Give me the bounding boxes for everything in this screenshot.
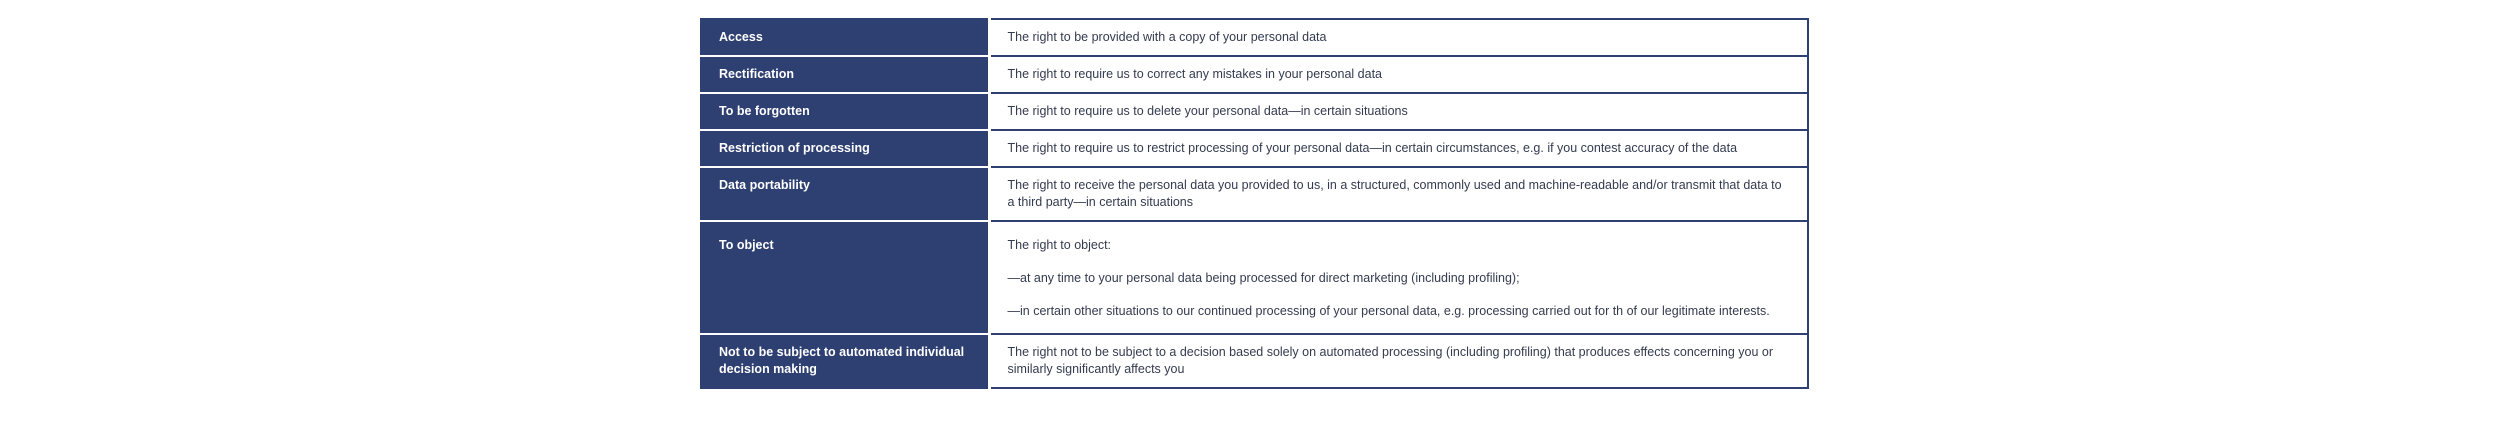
description-text: The right to require us to correct any mistakes in your personal data [1007,67,1382,81]
right-description [989,56,1808,93]
right-name: Not to be subject to automated individual decision making [701,334,989,388]
right-name: Restriction of processing [701,130,989,167]
description-text: The right to require us to restrict processing of your personal data—in certain circumstances, e.g. if you contest accuracy of the data [1007,141,1738,155]
table-row [701,93,1808,130]
right-description [989,167,1808,221]
right-description [989,221,1808,334]
right-description [989,334,1808,388]
right-description [989,93,1808,130]
description-text: The right to require us to delete your personal data—in certain situations [1007,104,1408,118]
description-text: The right to be provided with a copy of your personal data [1007,30,1327,44]
description-text: The right to object: [1007,238,1112,252]
description-text: The right not to be subject to a decision based solely on automated processing (including profiling) that produces effects concerning you or similarly significantly affects you [1007,345,1774,376]
right-description [989,130,1808,167]
right-name: Data portability [701,167,989,221]
table-row [701,167,1808,221]
right-name: To object [701,221,989,334]
table-row [701,19,1808,56]
right-name: Access [701,19,989,56]
right-name: Rectification [701,56,989,93]
right-name: To be forgotten [701,93,989,130]
table-row [701,221,1808,334]
table-row [701,130,1808,167]
table-row [701,334,1808,388]
right-description [989,19,1808,56]
table-row [701,56,1808,93]
rights-table [700,18,1809,389]
description-text: The right to receive the personal data you provided to us, in a structured, commonly used and machine-readable and/or transmit that data to a third party—in certain situations [1007,178,1782,209]
description-text: —in certain other situations to our continued processing of your personal data, e.g. processing carried out for th of our legitimate interests. [1007,304,1770,318]
description-text: —at any time to your personal data being processed for direct marketing (including profiling); [1007,271,1520,285]
